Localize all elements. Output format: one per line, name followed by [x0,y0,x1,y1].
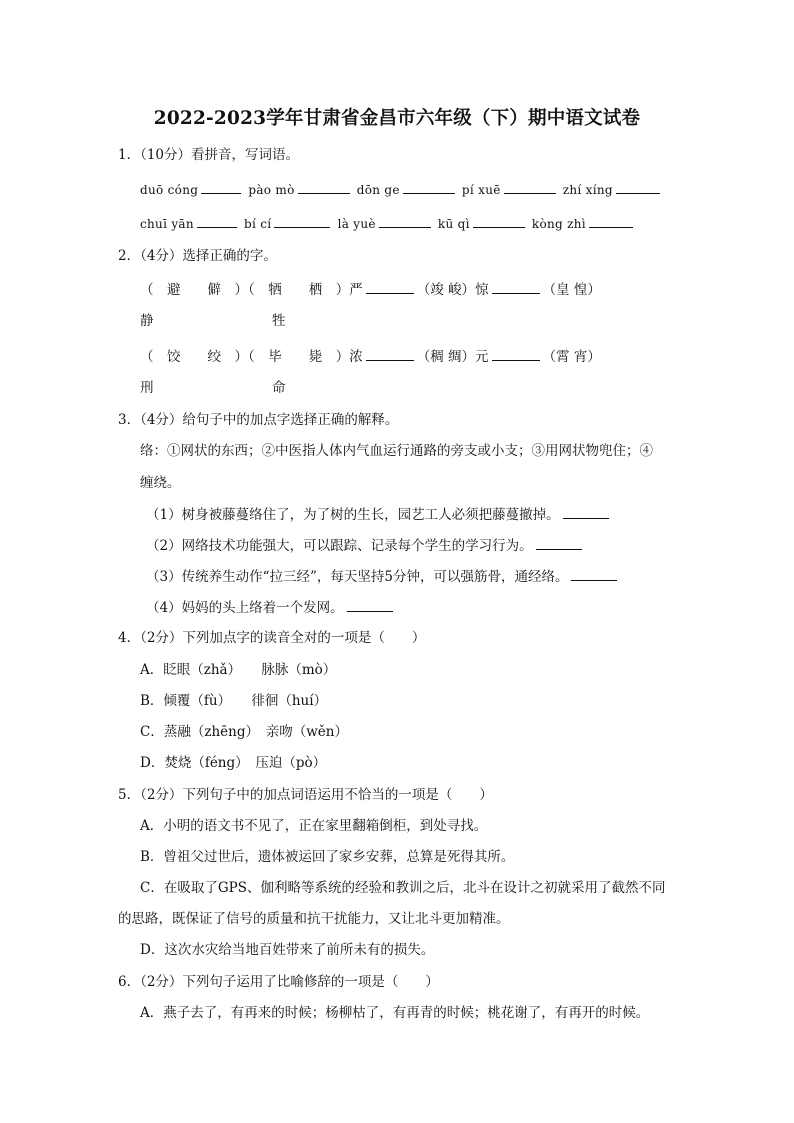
pinyin: kòng zhì [531,217,586,231]
pinyin: duō cóng [140,183,199,197]
char-choice: （ 饺 绞 ）（ 毕 毙 ）浓 [140,349,363,365]
q2-row1-wrap: 静 [140,313,154,329]
q5-stem: 5．（2分）下列句子中的加点词语运用不恰当的一项是（ ） [118,787,493,803]
q2-row2-wrap: 刑 [140,380,154,396]
answer-blank[interactable] [563,504,609,519]
q5-option-a[interactable]: A．小明的语文书不见了，正在家里翻箱倒柜，到处寻找。 [140,818,488,834]
q1-row2 [140,213,636,234]
q6-option-a[interactable]: A．燕子去了，有再来的时候；杨柳枯了，有再青的时候；桃花谢了，有再开的时候。 [140,1005,650,1021]
q3-definition: 络：①网状的东西；②中医指人体内气血运行通路的旁支或小支；③用网状物兜住；④ [140,443,653,459]
answer-blank[interactable] [403,179,455,194]
answer-blank[interactable] [366,346,414,361]
q3-sentence [146,535,585,556]
pinyin: dōn ge [356,183,400,197]
answer-blank[interactable] [298,179,350,194]
char-choice: （竣 峻）惊 [416,282,489,298]
q4-option-a[interactable]: A．眨眼（zhǎ） 脉脉（mò） [140,662,337,678]
q4-option-c[interactable]: C．蒸融（zhēng） 亲吻（wěn） [140,724,348,740]
answer-blank[interactable] [504,179,556,194]
q5-option-d[interactable]: D．这次水灾给当地百姓带来了前所未有的损失。 [140,942,435,958]
q3-stem: 3．（4分）给句子中的加点字选择正确的解释。 [118,412,399,428]
answer-blank[interactable] [616,179,660,194]
pinyin: pí xuē [461,183,501,197]
pinyin: là yuè [337,217,376,231]
q1-row1 [140,179,663,200]
answer-blank[interactable] [571,566,617,581]
q2-row1-wrap: 牲 [272,313,286,329]
q2-row1 [140,279,601,300]
sentence-text: （3）传统养生动作“拉三经”，每天坚持5分钟，可以强筋骨，通经络。 [146,569,569,585]
pinyin: zhí xíng [562,183,613,197]
q3-sentence [146,504,612,525]
q3-sentence [146,597,396,618]
pinyin: chuī yān [140,217,194,231]
q6-stem: 6．（2分）下列句子运用了比喻修辞的一项是（ ） [118,974,439,990]
answer-blank[interactable] [492,279,540,294]
sentence-text: （4）妈妈的头上络着一个发网。 [146,600,344,616]
q2-stem: 2．（4分）选择正确的字。 [118,248,277,264]
pinyin: kū qì [437,217,470,231]
answer-blank[interactable] [347,597,393,612]
q2-row2 [140,346,601,367]
q4-option-d[interactable]: D．焚烧（féng） 压迫（pò） [140,755,327,771]
q2-row2-wrap: 命 [272,380,286,396]
pinyin: pào mò [248,183,295,197]
answer-blank[interactable] [366,279,414,294]
page-title: 2022-2023学年甘肃省金昌市六年级（下）期中语文试卷 [153,108,641,129]
q5-option-b[interactable]: B．曾祖父过世后，遗体被运回了家乡安葬，总算是死得其所。 [140,849,515,865]
char-choice: （皇 惶） [542,282,601,298]
char-choice: （霄 宵） [542,349,601,365]
q5-option-c[interactable]: C．在吸取了GPS、伽利略等系统的经验和教训之后，北斗在设计之初就采用了截然不同 [140,880,666,896]
answer-blank[interactable] [473,213,525,228]
q3-sentence [146,566,620,587]
answer-blank[interactable] [201,179,241,194]
sentence-text: （1）树身被藤蔓络住了，为了树的生长，园艺工人必须把藤蔓撤掉。 [146,507,560,523]
q1-stem: 1．（10分）看拼音，写词语。 [118,147,300,163]
sentence-text: （2）网络技术功能强大，可以跟踪、记录每个学生的学习行为。 [146,538,533,554]
pinyin: bí cí [244,217,272,231]
answer-blank[interactable] [492,346,540,361]
char-choice: （ 避 僻 ）（ 牺 栖 ）严 [140,282,363,298]
answer-blank[interactable] [197,213,237,228]
answer-blank[interactable] [274,213,330,228]
q4-option-b[interactable]: B．倾覆（fù） 徘徊（huí） [140,693,328,709]
q3-definition: 缠绕。 [140,475,181,491]
char-choice: （稠 绸）元 [416,349,489,365]
q5-option-c-cont: 的思路，既保证了信号的质量和抗干扰能力，又让北斗更加精准。 [118,911,510,927]
answer-blank[interactable] [589,213,633,228]
q4-stem: 4．（2分）下列加点字的读音全对的一项是（ ） [118,630,426,646]
answer-blank[interactable] [536,535,582,550]
answer-blank[interactable] [379,213,431,228]
